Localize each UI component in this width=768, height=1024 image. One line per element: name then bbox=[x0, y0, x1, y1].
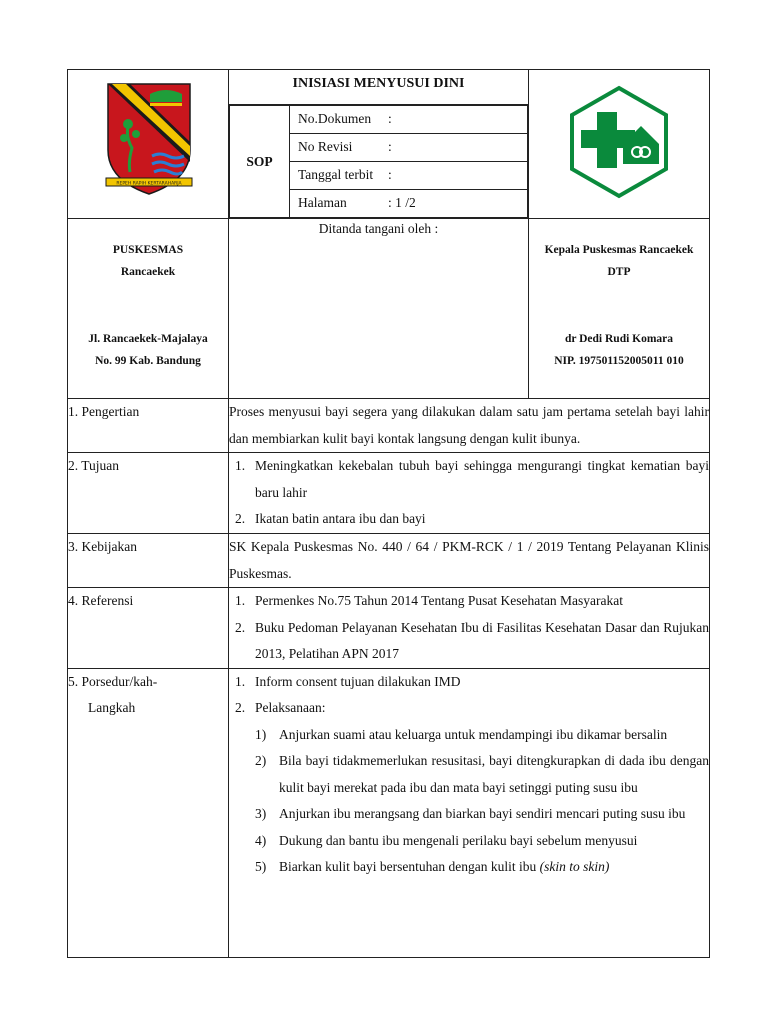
section-label-kebijakan: 3. Kebijakan bbox=[68, 534, 229, 588]
regency-motto: REPEH RAPIH KERTARAHARJA bbox=[116, 181, 182, 187]
list-item: 2. Ikatan batin antara ibu dan bayi bbox=[235, 511, 426, 526]
list-item: 3) Anjurkan ibu merangsang dan biarkan bayi sendiri mencari puting susu ibu bbox=[255, 806, 686, 821]
list-item: 1. Inform consent tujuan dilakukan IMD bbox=[235, 673, 461, 689]
signed-by-label: Ditanda tangani oleh : bbox=[229, 219, 529, 399]
meta-row-revision: No Revisi : bbox=[290, 134, 527, 162]
organization-name: PUSKESMAS Rancaekek bbox=[112, 244, 184, 278]
section-label-pengertian: 1. Pengertian bbox=[68, 399, 229, 453]
list-item: 1) Anjurkan suami atau keluarga untuk mendampingi ibu dikamar bersalin bbox=[255, 726, 668, 742]
section-content-tujuan bbox=[229, 453, 710, 534]
sop-label: SOP bbox=[230, 106, 290, 218]
list-item: 2. Pelaksanaan: bbox=[235, 700, 326, 715]
list-item: 1. Meningkatkan kekebalan tubuh bayi sehingga mengurangi tingkat kematian bayi baru lahir bbox=[235, 458, 709, 500]
section-label-prosedur: 5. Porsedur/kah- Langkah bbox=[68, 668, 229, 957]
list-item: 5) Biarkan kulit bayi bersentuhan dengan kulit ibu (skin to skin) bbox=[255, 859, 610, 874]
list-item: 2) Bila bayi tidakmemerlukan resusitasi, bayi ditengkurapkan di dada ibu dengan kulit bayi merekat pada ibu dan mata bayi setinggi puting susu ibu bbox=[255, 753, 709, 795]
section-text-kebijakan: SK Kepala Puskesmas No. 440 / 64 / PKM-RCK / 1 / 2019 Tentang Pelayanan Klinis Puskesmas. bbox=[229, 534, 710, 588]
head-signature: dr Dedi Rudi Komara NIP. 197501152005011 010 bbox=[554, 333, 684, 367]
puskesmas-logo-icon bbox=[559, 82, 679, 202]
head-title: Kepala Puskesmas Rancaekek DTP bbox=[544, 244, 694, 278]
document-title: INISIASI MENYUSUI DINI bbox=[229, 70, 528, 105]
section-text-pengertian: Proses menyusui bayi segera yang dilakukan dalam satu jam pertama setelah bayi lahir dan membiarkan kulit bayi kontak langsung dengan kulit ibunya. bbox=[229, 399, 710, 453]
sop-document bbox=[67, 69, 709, 950]
meta-row-page: Halaman : 1 /2 bbox=[298, 195, 416, 210]
meta-row-document-number: No.Dokumen : bbox=[290, 106, 527, 134]
regency-logo-cell bbox=[68, 70, 229, 219]
list-item: 2. Buku Pedoman Pelayanan Kesehatan Ibu di Fasilitas Kesehatan Dasar dan Rujukan 2013, Pelatihan APN 2017 bbox=[235, 619, 709, 661]
section-content-prosedur bbox=[229, 668, 710, 957]
section-content-referensi bbox=[229, 588, 710, 669]
list-item: 1. Permenkes No.75 Tahun 2014 Tentang Pusat Kesehatan Masyarakat bbox=[235, 593, 624, 608]
regency-logo-icon bbox=[68, 72, 229, 212]
organization-address: Jl. Rancaekek-Majalaya No. 99 Kab. Bandung bbox=[88, 333, 208, 367]
puskesmas-logo-cell bbox=[529, 70, 710, 219]
meta-row-issue-date: Tanggal terbit : bbox=[290, 162, 527, 190]
section-label-tujuan: 2. Tujuan bbox=[68, 453, 229, 534]
section-label-referensi: 4. Referensi bbox=[68, 588, 229, 669]
sop-table bbox=[67, 69, 710, 958]
list-item: 4) Dukung dan bantu ibu mengenali perilaku bayi sebelum menyusui bbox=[255, 832, 638, 848]
